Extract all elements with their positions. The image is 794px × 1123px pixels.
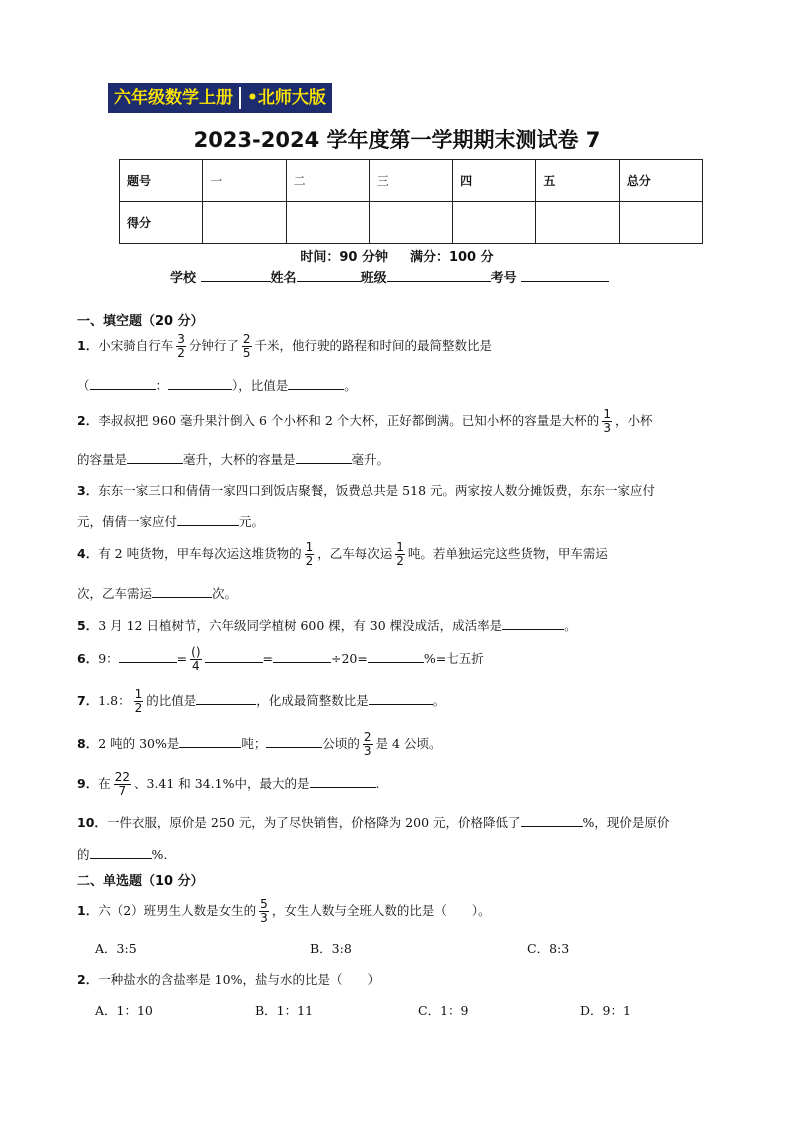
question-3-line-2: 元，倩倩一家应付 元。	[77, 514, 265, 529]
table-cell: 一	[203, 160, 286, 202]
question-1-line-2: （ ： ），比值是 。	[77, 378, 357, 393]
score-cell[interactable]	[619, 202, 702, 244]
question-2: 2．李叔叔把 960 毫升果汁倒入 6 个小杯和 2 个大杯，正好都倒满。已知小杯的容量是大杯的 $\frac{1}{3}$ ，小杯	[77, 407, 653, 435]
badge-edition: •北师大版	[247, 88, 326, 108]
section-title: 二、单选题（10 分）	[77, 874, 204, 889]
school-field[interactable]	[201, 269, 271, 282]
answer-blank[interactable]	[90, 377, 156, 390]
mc-question-2: 2．一种盐水的含盐率是 10%，盐与水的比是（ ）	[77, 972, 380, 987]
question-2-line-2: 的容量是 毫升，大杯的容量是 毫升。	[77, 452, 390, 467]
answer-blank[interactable]	[502, 617, 564, 630]
score-cell[interactable]	[453, 202, 536, 244]
option-c[interactable]: C．8:3	[527, 941, 570, 956]
question-6: 6．9： = $\frac{()}{4}$ = ÷20= %=七五折	[77, 645, 484, 673]
answer-blank[interactable]	[177, 513, 239, 526]
answer-blank[interactable]	[296, 451, 352, 464]
option-c[interactable]: C．1：9	[418, 1003, 469, 1018]
table-cell: 五	[536, 160, 619, 202]
question-9: 9．在 $\frac{22}{7}$ 、3.41 和 34.1%中，最大的是 .	[77, 770, 380, 798]
section-title: 一、填空题（20 分）	[77, 314, 204, 329]
question-3: 3．东东一家三口和倩倩一家四口到饭店聚餐，饭费总共是 518 元。两家按人数分摊饭费，东东一家应付	[77, 483, 656, 498]
answer-blank[interactable]	[266, 735, 322, 748]
answer-blank[interactable]	[152, 585, 212, 598]
answer-blank[interactable]	[288, 377, 344, 390]
class-field[interactable]	[387, 269, 491, 282]
student-info	[170, 267, 609, 286]
question-5: 5．3 月 12 日植树节，六年级同学植树 600 棵，有 30 棵没成活，成活率是 。	[77, 618, 577, 633]
option-b[interactable]: B．1：11	[255, 1003, 314, 1018]
exam-full-score: 满分：100 分	[409, 250, 494, 265]
fraction: $\frac{1}{2}$	[305, 540, 314, 568]
edition-badge	[108, 83, 332, 113]
table-cell: 得分	[120, 202, 203, 244]
mc-question-1: 1．六（2）班男生人数是女生的 $\frac{5}{3}$ ，女生人数与全班人数的比是（ ）。	[77, 897, 491, 925]
fraction: $\frac{1}{2}$	[396, 540, 404, 568]
answer-blank[interactable]	[168, 377, 232, 390]
score-table	[119, 159, 703, 244]
fraction: $\frac{1}{3}$	[603, 407, 611, 435]
option-a[interactable]: A．3:5	[95, 941, 137, 956]
answer-blank[interactable]	[369, 692, 433, 705]
question-8: 8．2 吨的 30%是 吨； 公顷的 $\frac{2}{3}$ 是 4 公顷。	[77, 730, 442, 758]
page-title: 2023-2024 学年度第一学期期末测试卷 7	[193, 128, 601, 152]
exam-info	[0, 246, 794, 265]
fraction: $\frac{22}{7}$	[114, 770, 130, 798]
answer-blank[interactable]	[90, 846, 152, 859]
answer-blank[interactable]	[273, 650, 331, 663]
exam-no-label: 考号	[490, 271, 517, 286]
question-4: 4．有 2 吨货物，甲车每次运这堆货物的 $\frac{1}{2}$ ，乙车每次运 $\frac{1}{2}$ 吨。若单独运完这些货物，甲车需运	[77, 540, 608, 568]
option-b[interactable]: B．3:8	[310, 941, 352, 956]
fraction: $\frac{5}{3}$	[260, 897, 268, 925]
table-cell: 四	[453, 160, 536, 202]
question-4-line-2: 次，乙车需运 次。	[77, 586, 238, 601]
question-10-line-2: 的 %.	[77, 847, 168, 862]
score-cell[interactable]	[286, 202, 369, 244]
fraction: $\frac{()}{4}$	[191, 645, 201, 673]
school-label: 学校	[170, 271, 197, 286]
score-cell[interactable]	[203, 202, 286, 244]
table-cell: 总分	[619, 160, 702, 202]
answer-blank[interactable]	[205, 650, 263, 663]
question-7: 7．1.8： $\frac{1}{2}$ 的比值是 ，化成最简整数比是 。	[77, 687, 446, 715]
fraction: $\frac{2}{3}$	[363, 730, 372, 758]
exam-no-field[interactable]	[521, 269, 609, 282]
answer-blank[interactable]	[310, 775, 376, 788]
question-10: 10．一件衣服，原价是 250 元，为了尽快销售，价格降为 200 元，价格降低了 %，现价是原价	[77, 815, 670, 830]
answer-blank[interactable]	[179, 735, 241, 748]
exam-time: 时间：90 分钟	[300, 250, 388, 265]
name-field[interactable]	[297, 269, 361, 282]
table-cell: 三	[369, 160, 452, 202]
class-label: 班级	[360, 271, 387, 286]
answer-blank[interactable]	[196, 692, 256, 705]
answer-blank[interactable]	[127, 451, 183, 464]
score-table-score-row	[120, 202, 703, 244]
option-d[interactable]: D．9：1	[580, 1003, 631, 1018]
answer-blank[interactable]	[521, 814, 583, 827]
answer-blank[interactable]	[368, 650, 424, 663]
fraction: $\frac{1}{2}$	[134, 687, 143, 715]
score-table-header-row	[120, 160, 703, 202]
score-cell[interactable]	[369, 202, 452, 244]
answer-blank[interactable]	[119, 650, 177, 663]
fraction: $\frac{3}{2}$	[177, 332, 185, 360]
table-cell: 二	[286, 160, 369, 202]
fraction: $\frac{2}{5}$	[242, 332, 251, 360]
question-1: 1．小宋骑自行车 $\frac{3}{2}$ 分钟行了 $\frac{2}{5}$ 千米，他行驶的路程和时间的最简整数比是	[77, 332, 493, 360]
score-cell[interactable]	[536, 202, 619, 244]
name-label: 姓名	[270, 271, 297, 286]
badge-grade: 六年级数学上册	[114, 88, 233, 108]
option-a[interactable]: A．1：10	[95, 1003, 153, 1018]
table-cell: 题号	[120, 160, 203, 202]
